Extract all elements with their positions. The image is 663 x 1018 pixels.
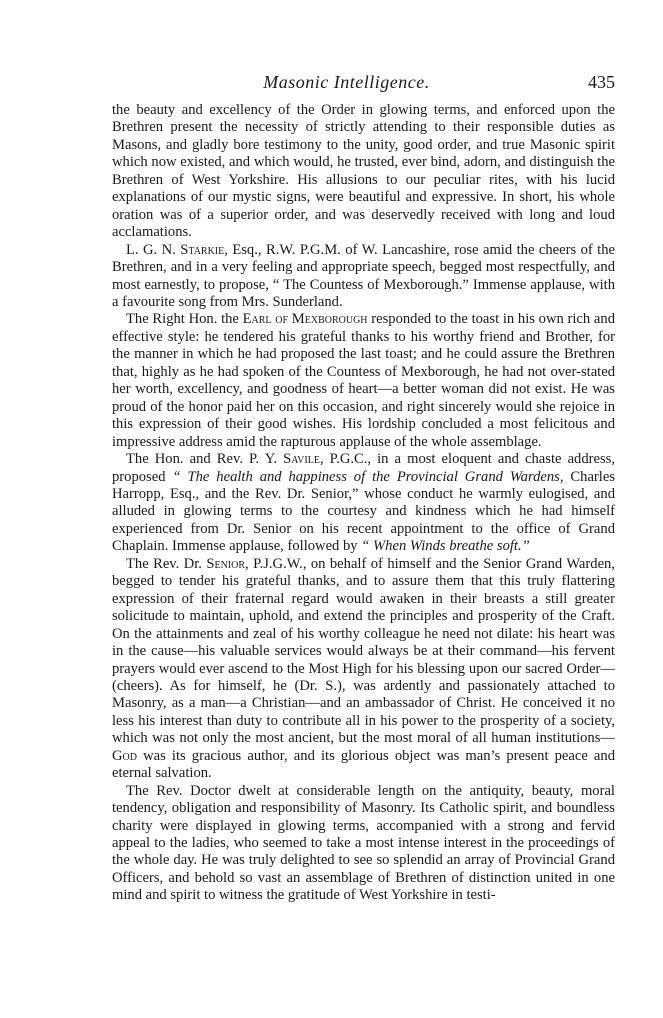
text-run: responded to the toast in his own rich and effective style: he tendered his grateful thanks to his worthy friend and Brother, for the manner in which he had proposed the last toast; and he could assure the Brethren that, highly as he had spoken of the Countess of Mexborough, he had not over-stated her worth, excellency, and goodness of heart—a better woman did not exist. He was proud of the honor paid her on this occasion, and right sincerely would she rejoice in this expression of their good wishes. His lordship concluded a most felicitous and impressive address amid the rapturous applause of the whole assemblage. — [112, 311, 616, 450]
paragraph — [112, 242, 615, 312]
paragraph — [112, 102, 615, 242]
text-run: The Right Hon. the — [126, 311, 243, 328]
text-run: Charles Harropp, Esq., and the Rev. Dr. Senior,” whose conduct he warmly eulogised, and alluded in glowing terms to the courtesy and kindness which he had himself experienced from Dr. Senior on his recent appointment to the office of Grand Chaplain. Immense applause, followed by — [112, 468, 616, 555]
name-small-caps: Savile — [283, 451, 320, 468]
text-run: The Rev. Doctor dwelt at considerable length on the antiquity, beauty, moral tendency, obligation and responsibility of Masonry. Its Catholic spirit, and boundless charity were displayed in glowing terms, accompanied with a strong and fervid appeal to the ladies, who seemed to take a most intense interest in the proceedings of the whole day. He was truly delighted to see so splendid an array of Provincial Grand Officers, and behold so vast an assemblage of Brethren of distinction united in one mind and spirit to witness the gratitude of West Yorkshire in testi- — [112, 782, 615, 904]
text-run: the beauty and excellency of the Order in glowing terms, and enforced upon the Brethren present the necessity of strictly attending to their responsible duties as Masons, and gladly bore testimony to the unity, good order, and true Masonic spirit which now existed, and which would, he trusted, ever bind, adorn, and distinguish the Brethren of West Yorkshire. His allusions to our peculiar rites, with his lucid explanations of our mystic signs, were beautiful and expressive. In short, his whole oration was of a superior order, and was deservedly received with long and loud acclamations. — [112, 102, 615, 241]
italic-text: “ The health and happiness of the Provincial Grand Wardens, — [172, 468, 564, 485]
name-small-caps: Earl of Mexborough — [242, 311, 368, 328]
italic-text: “ When Winds breathe soft.” — [361, 538, 530, 555]
text-run: , P.G.C., in a most eloquent and chaste address, proposed — [112, 451, 615, 485]
running-head: Masonic Intelligence. — [263, 72, 430, 92]
paragraph — [112, 556, 615, 783]
text-run: , Esq., R.W. P.G.M. of W. Lancashire, rose amid the cheers of the Brethren, and in a very feeling and appropriate speech, begged most respectfully, and most earnestly, to propose, “ The Countess of Mexborough.” Immense applause, with a favourite song from Mrs. Sunderland. — [112, 241, 615, 310]
paragraph — [112, 311, 615, 451]
text-run: L. G. N. — [126, 241, 181, 258]
paragraph — [112, 783, 615, 905]
paragraph — [112, 451, 615, 556]
name-small-caps: God — [112, 747, 137, 764]
page-header — [112, 72, 615, 102]
name-small-caps: Senior — [206, 555, 246, 572]
text-run: The Hon. and Rev. P. Y. — [126, 451, 284, 468]
page-number: 435 — [588, 72, 615, 92]
article-body — [112, 102, 615, 905]
text-run: was its gracious author, and its glorious object was man’s present peace and eternal salvation. — [112, 747, 615, 782]
text-run: , P.J.G.W., on behalf of himself and the Senior Grand Warden, begged to tender his grateful thanks, and to assure them that this truly flattering expression of their fraternal regard would awaken in their breasts a still greater solicitude to maintain, uphold, and extend the principles and prosperity of the Craft. On the attainments and zeal of his worthy colleague he need not dilate: his heart was in the cause—his valuable services would always be at their command—his fervent prayers would ever ascend to the Most High for his blessing upon our sacred Order—(cheers). As for himself, he (Dr. S.), was ardently and passionately attached to Masonry, as a man—a Christian—and an ambassador of Christ. He conceived it no less his interest than duty to contribute all in his power to the prosperity of a society, which was not only the most ancient, but the most moral of all human institutions— — [112, 555, 615, 747]
name-small-caps: Starkie — [180, 241, 225, 258]
text-run: The Rev. Dr. — [126, 555, 207, 572]
